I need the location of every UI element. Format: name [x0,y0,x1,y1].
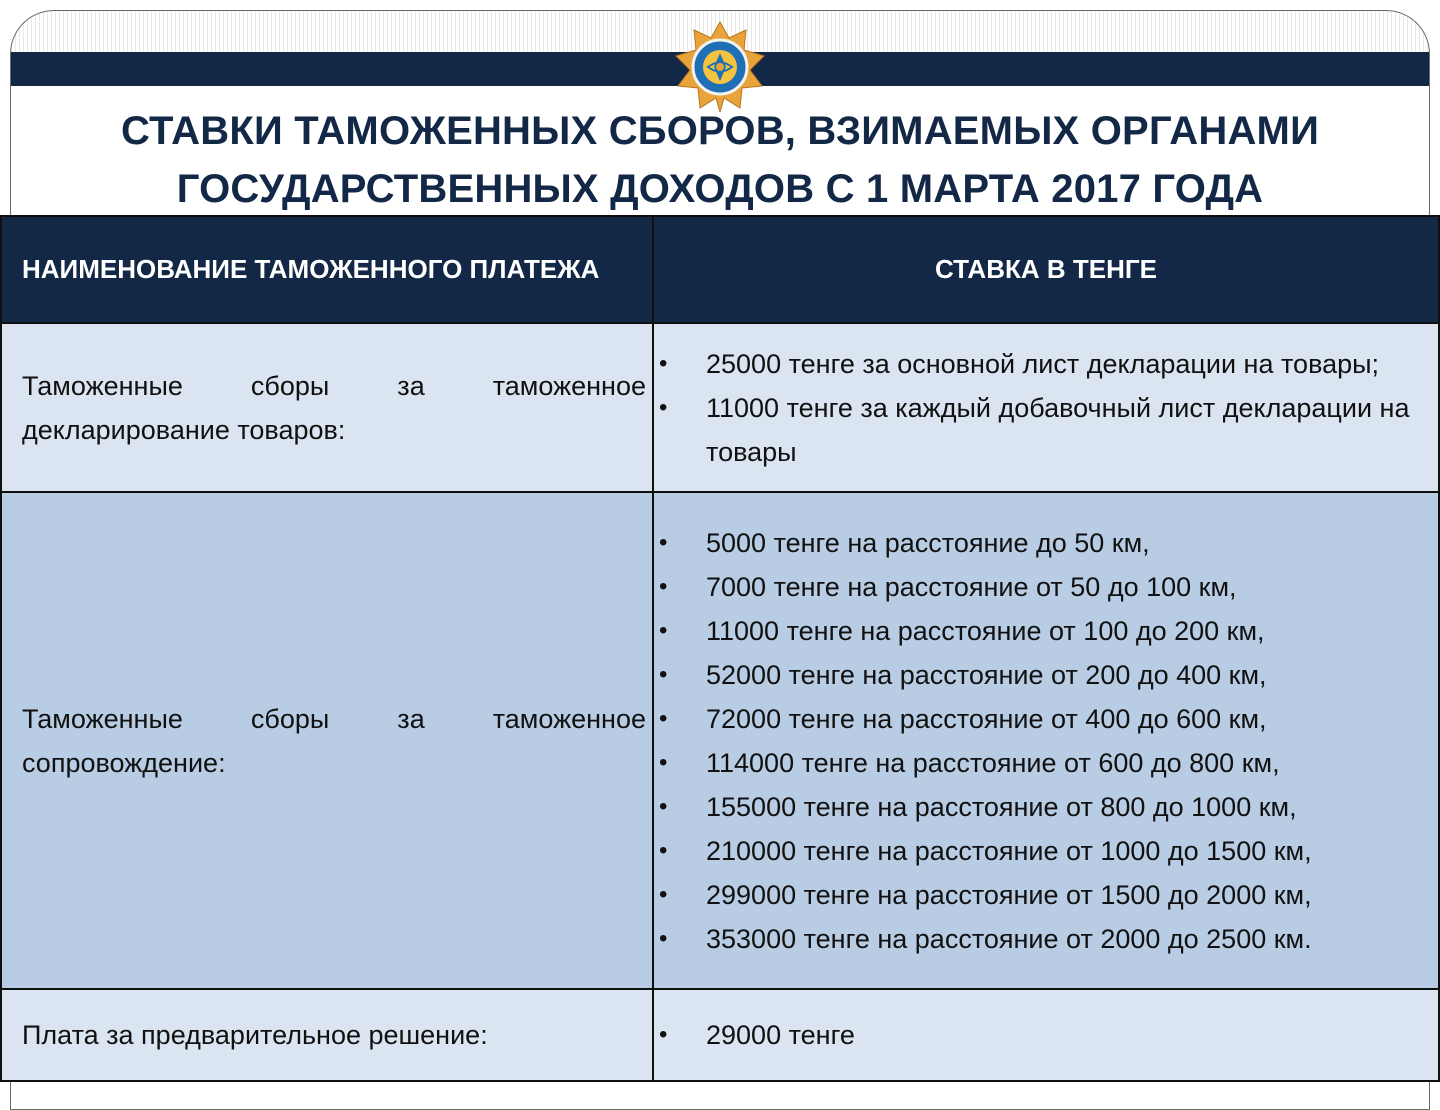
rate-item: • 210000 тенге на расстояние от 1000 до 1500 км, [654,829,1432,873]
rate-item: • 11000 тенге на расстояние от 100 до 200 км, [654,609,1432,653]
table-row [1,989,1439,1081]
rate-list [654,342,1432,474]
rate-item: • 299000 тенге на расстояние от 1500 до 2000 км, [654,873,1432,917]
customs-fees-table [0,215,1440,1082]
rate-item: • 114000 тенге на расстояние от 600 до 800 км, [654,741,1432,785]
state-revenue-emblem-icon [674,20,766,112]
table-row [1,323,1439,492]
rate-item: • 353000 тенге на расстояние от 2000 до 2500 км. [654,917,1432,961]
rate-cell [653,323,1439,492]
rate-item: • 11000 тенге за каждый добавочный лист декларации на товары [654,386,1432,474]
rate-item: • 25000 тенге за основной лист декларации на товары; [654,342,1432,386]
page-title [20,102,1420,218]
rate-item: • 5000 тенге на расстояние до 50 км, [654,521,1432,565]
rate-cell [653,492,1439,989]
payment-name-cell: Плата за предварительное решение: [1,989,653,1081]
column-header-payment-name: НАИМЕНОВАНИЕ ТАМОЖЕННОГО ПЛАТЕЖА [1,216,653,323]
rate-item: • 72000 тенге на расстояние от 400 до 600 км, [654,697,1432,741]
title-line-1: СТАВКИ ТАМОЖЕННЫХ СБОРОВ, ВЗИМАЕМЫХ ОРГАНАМИ [120,109,1320,153]
payment-name-cell: Таможенные сборы за таможенное декларирование товаров: [1,323,653,492]
rate-cell [653,989,1439,1081]
table-header-row [1,216,1439,323]
rate-item: • 29000 тенге [654,1013,1432,1057]
payment-name-cell: Таможенные сборы за таможенное сопровождение: [1,492,653,989]
rate-item: • 52000 тенге на расстояние от 200 до 400 км, [654,653,1432,697]
rate-item: • 7000 тенге на расстояние от 50 до 100 км, [654,565,1432,609]
title-line-2: ГОСУДАРСТВЕННЫХ ДОХОДОВ С 1 МАРТА 2017 ГОДА [176,167,1264,211]
rate-item: • 155000 тенге на расстояние от 800 до 1000 км, [654,785,1432,829]
column-header-rate: СТАВКА В ТЕНГЕ [653,216,1439,323]
table-row [1,492,1439,989]
rate-list [654,521,1432,961]
rate-list [654,1013,1432,1057]
